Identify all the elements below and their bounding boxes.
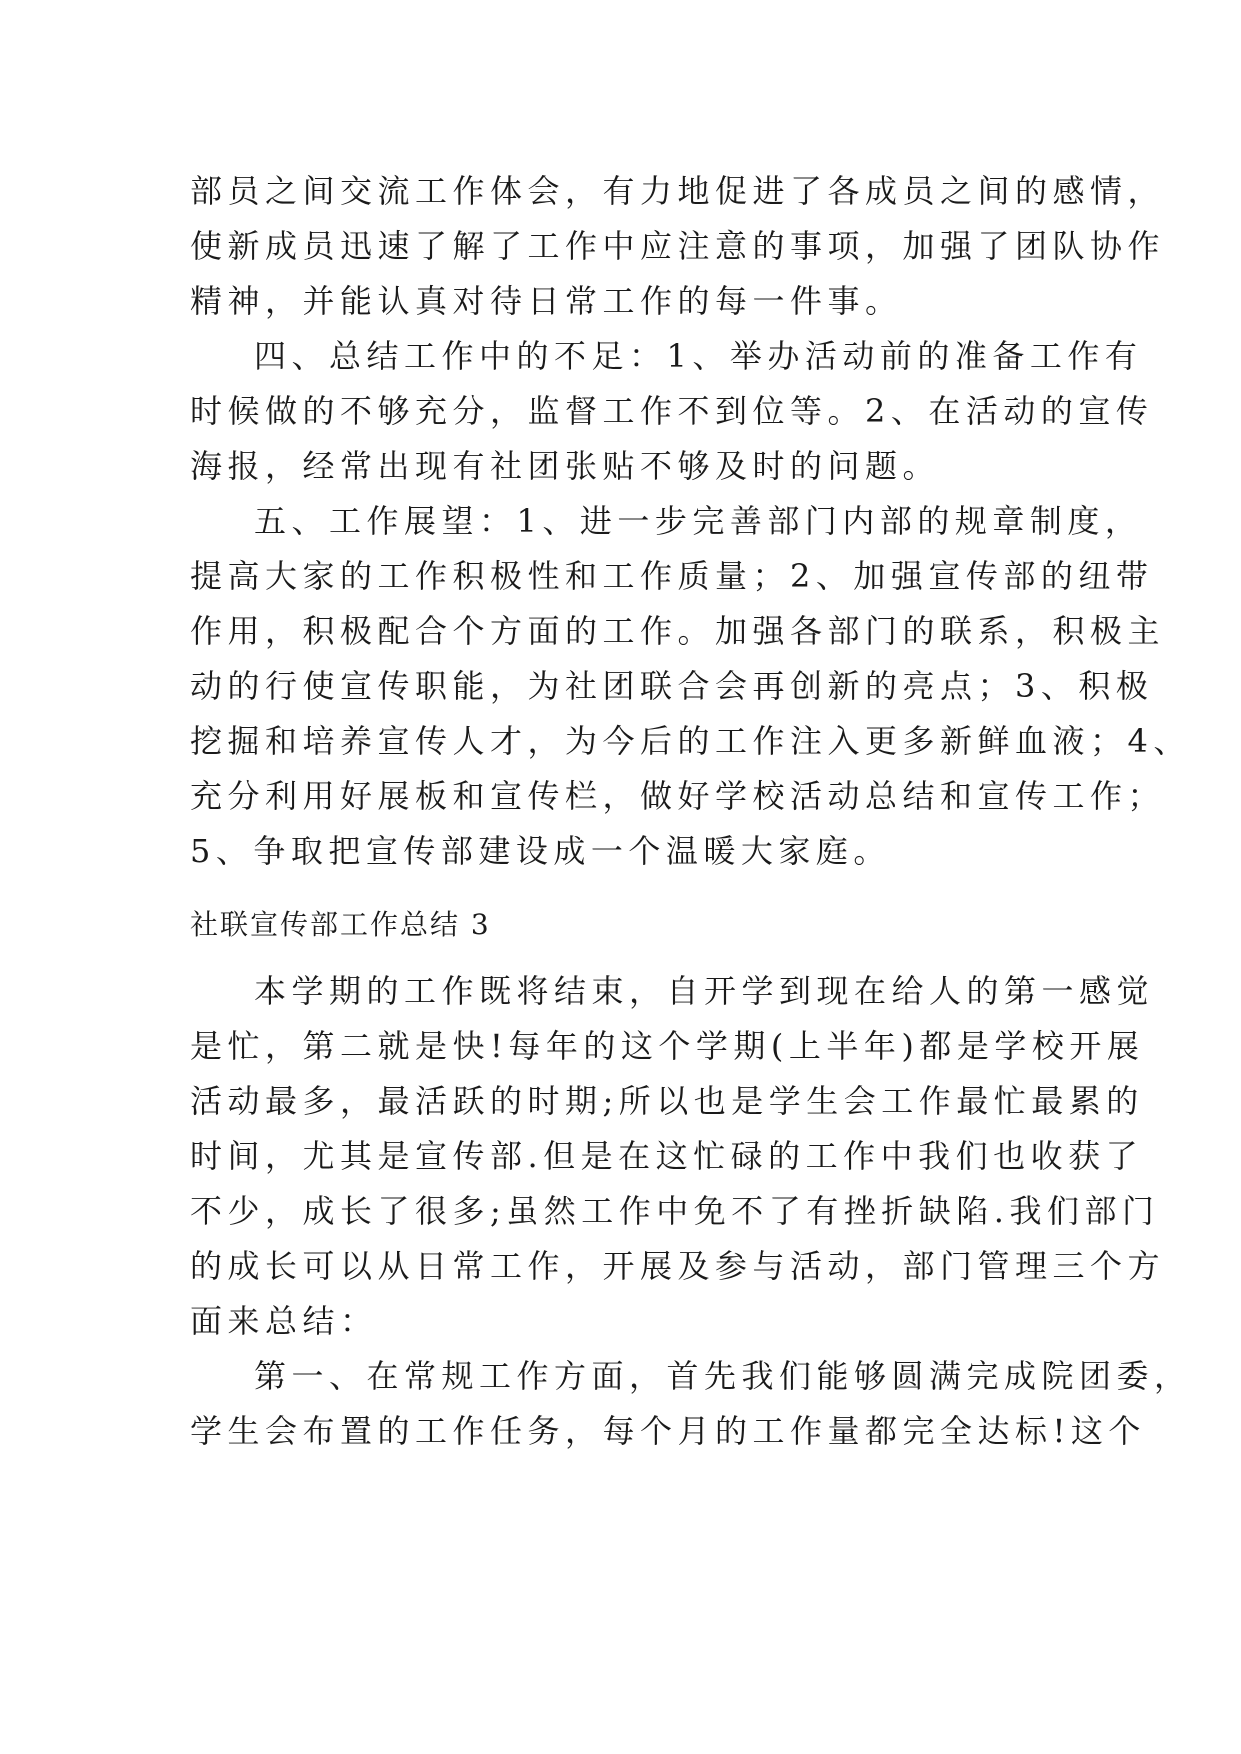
paragraph-line: 不少，成长了很多;虽然工作中免不了有挫折缺陷.我们部门 [190,1192,1160,1230]
paragraph-line: 活动最多，最活跃的时期;所以也是学生会工作最忙最累的 [190,1082,1144,1120]
paragraph-line: 精神，并能认真对待日常工作的每一件事。 [190,282,903,320]
paragraph-line: 面来总结： [190,1302,378,1340]
paragraph-line: 5、争取把宣传部建设成一个温暖大家庭。 [190,832,891,870]
paragraph-line: 提高大家的工作积极性和工作质量；2、加强宣传部的纽带 [190,557,1154,595]
paragraph-line: 充分利用好展板和宣传栏，做好学校活动总结和宣传工作； [190,777,1166,815]
paragraph-line: 挖掘和培养宣传人才，为今后的工作注入更多新鲜血液；4、 [190,722,1191,760]
paragraph-line: 第一、在常规工作方面，首先我们能够圆满完成院团委， [254,1357,1192,1395]
paragraph-line: 四、总结工作中的不足：1、举办活动前的准备工作有 [254,337,1143,375]
paragraph-line: 部员之间交流工作体会，有力地促进了各成员之间的感情， [190,172,1166,210]
paragraph-line: 使新成员迅速了解了工作中应注意的事项，加强了团队协作 [190,227,1166,265]
paragraph-line: 海报，经常出现有社团张贴不够及时的问题。 [190,447,941,485]
paragraph-line: 是忙，第二就是快!每年的这个学期(上半年)都是学校开展 [190,1027,1145,1065]
section-title: 社联宣传部工作总结 3 [190,908,491,941]
paragraph-line: 学生会布置的工作任务，每个月的工作量都完全达标!这个 [190,1412,1146,1450]
paragraph-line: 时候做的不够充分，监督工作不到位等。2、在活动的宣传 [190,392,1154,430]
paragraph-line: 的成长可以从日常工作，开展及参与活动，部门管理三个方 [190,1247,1166,1285]
paragraph-line: 五、工作展望：1、进一步完善部门内部的规章制度， [254,502,1143,540]
paragraph-line: 作用，积极配合个方面的工作。加强各部门的联系，积极主 [190,612,1166,650]
paragraph-line: 本学期的工作既将结束，自开学到现在给人的第一感觉 [254,972,1155,1010]
paragraph-line: 时间，尤其是宣传部.但是在这忙碌的工作中我们也收获了 [190,1137,1144,1175]
paragraph-line: 动的行使宣传职能，为社团联合会再创新的亮点；3、积极 [190,667,1154,705]
